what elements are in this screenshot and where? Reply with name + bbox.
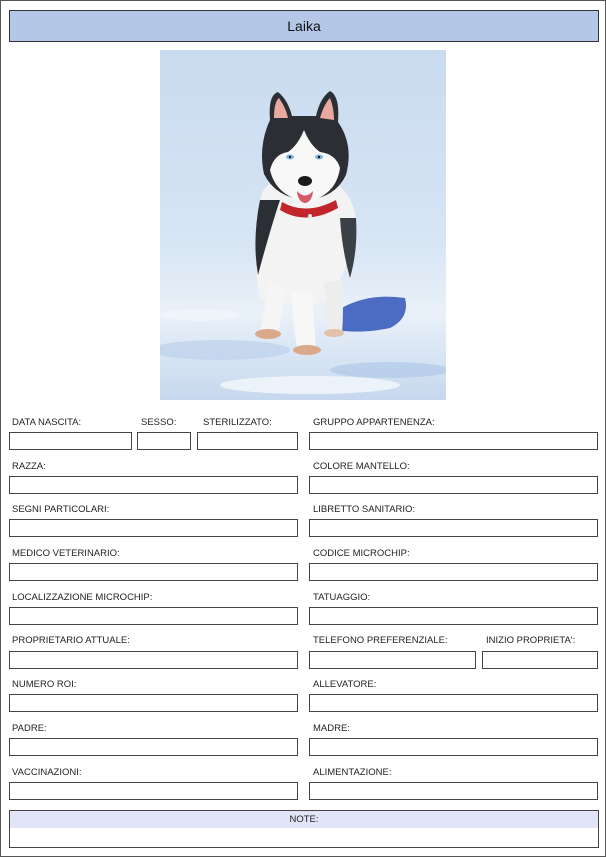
madre-label: MADRE:: [313, 723, 350, 734]
page-title: Laika: [9, 10, 599, 42]
alimentazione-label: ALIMENTAZIONE:: [313, 767, 392, 778]
inizio-proprieta-label: INIZIO PROPRIETA':: [486, 635, 576, 646]
segni-particolari-label: SEGNI PARTICOLARI:: [12, 504, 110, 515]
allevatore-label: ALLEVATORE:: [313, 679, 377, 690]
localizzazione-microchip-field[interactable]: [9, 607, 298, 625]
inizio-proprieta-field[interactable]: [482, 651, 598, 669]
colore-mantello-label: COLORE MANTELLO:: [313, 461, 410, 472]
pet-photo: [160, 50, 446, 400]
data-nascita-field[interactable]: [9, 432, 132, 450]
libretto-sanitario-label: LIBRETTO SANITARIO:: [313, 504, 416, 515]
proprietario-attuale-field[interactable]: [9, 651, 298, 669]
libretto-sanitario-field[interactable]: [309, 519, 598, 537]
note-header: NOTE:: [9, 810, 599, 829]
vaccinazioni-label: VACCINAZIONI:: [12, 767, 82, 778]
numero-roi-label: NUMERO ROI:: [12, 679, 77, 690]
padre-label: PADRE:: [12, 723, 47, 734]
gruppo-appartenenza-field[interactable]: [309, 432, 598, 450]
gruppo-appartenenza-label: GRUPPO APPARTENENZA:: [313, 417, 435, 428]
codice-microchip-label: CODICE MICROCHIP:: [313, 548, 410, 559]
telefono-preferenziale-field[interactable]: [309, 651, 476, 669]
sterilizzato-field[interactable]: [197, 432, 298, 450]
madre-field[interactable]: [309, 738, 598, 756]
numero-roi-field[interactable]: [9, 694, 298, 712]
tatuaggio-label: TATUAGGIO:: [313, 592, 371, 603]
note-field[interactable]: [9, 828, 599, 848]
sterilizzato-label: STERILIZZATO:: [203, 417, 272, 428]
sesso-label: SESSO:: [141, 417, 177, 428]
segni-particolari-field[interactable]: [9, 519, 298, 537]
data-nascita-label: DATA NASCITA:: [12, 417, 82, 428]
medico-veterinario-field[interactable]: [9, 563, 298, 581]
tatuaggio-field[interactable]: [309, 607, 598, 625]
sesso-field[interactable]: [137, 432, 191, 450]
medico-veterinario-label: MEDICO VETERINARIO:: [12, 548, 120, 559]
alimentazione-field[interactable]: [309, 782, 598, 800]
codice-microchip-field[interactable]: [309, 563, 598, 581]
razza-label: RAZZA:: [12, 461, 46, 472]
vaccinazioni-field[interactable]: [9, 782, 298, 800]
allevatore-field[interactable]: [309, 694, 598, 712]
proprietario-attuale-label: PROPRIETARIO ATTUALE:: [12, 635, 130, 646]
husky-puppy-photo: [160, 50, 446, 400]
colore-mantello-field[interactable]: [309, 476, 598, 494]
telefono-preferenziale-label: TELEFONO PREFERENZIALE:: [313, 635, 448, 646]
padre-field[interactable]: [9, 738, 298, 756]
localizzazione-microchip-label: LOCALIZZAZIONE MICROCHIP:: [12, 592, 153, 603]
razza-field[interactable]: [9, 476, 298, 494]
